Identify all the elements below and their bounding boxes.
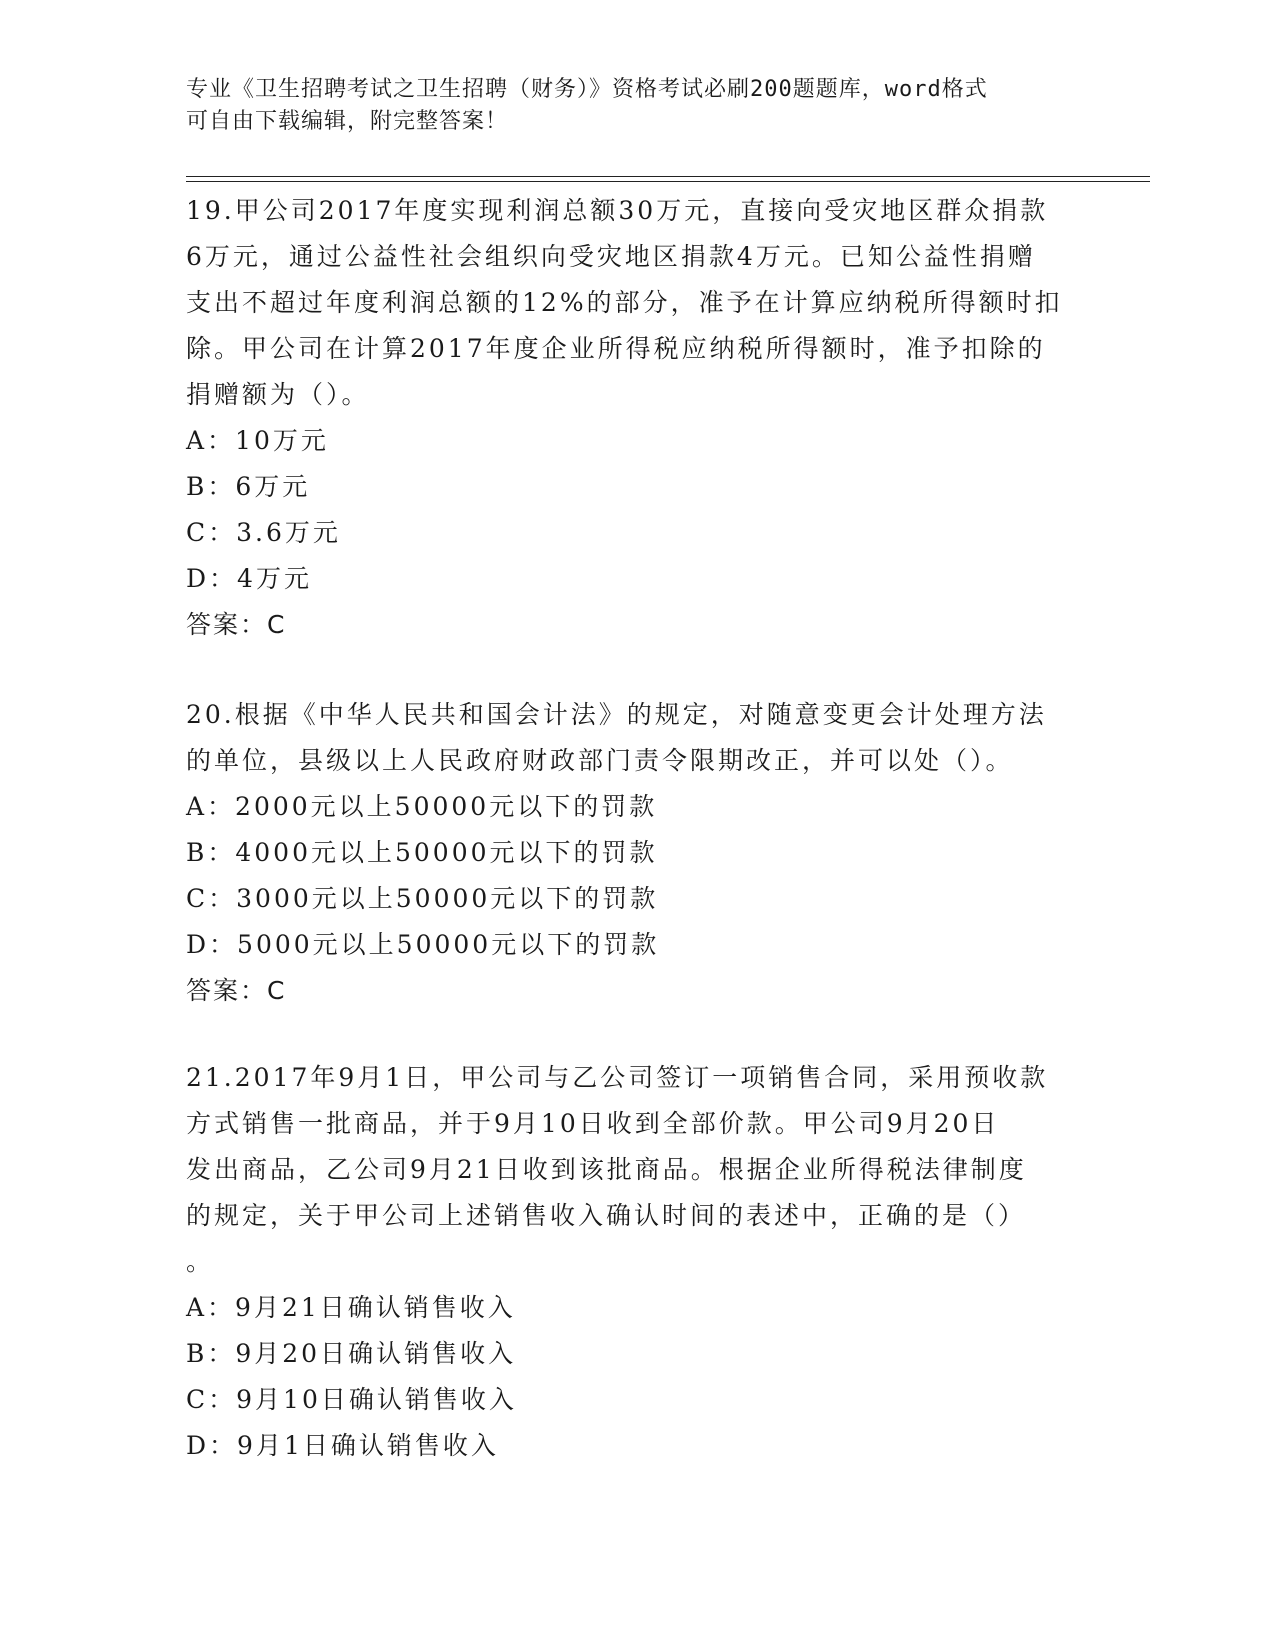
question-stem-line: 21.2017年9月1日，甲公司与乙公司签订一项销售合同，采用预收款 <box>186 1063 1049 1092</box>
option-a: A：10万元 <box>186 426 329 455</box>
question-stem-line: 。 <box>186 1247 215 1276</box>
question-stem-line: 方式销售一批商品，并于9月10日收到全部价款。甲公司9月20日 <box>186 1109 1000 1138</box>
question-stem-line: 19.甲公司2017年度实现利润总额30万元，直接向受灾地区群众捐款 <box>186 196 1049 225</box>
question-stem-line: 的单位，县级以上人民政府财政部门责令限期改正，并可以处（）。 <box>186 746 1014 775</box>
document-header <box>186 74 1066 138</box>
option-c: C：3000元以上50000元以下的罚款 <box>186 884 659 913</box>
option-b: B：9月20日确认销售收入 <box>186 1339 517 1368</box>
option-d: D：9月1日确认销售收入 <box>186 1431 499 1460</box>
option-a: A：9月21日确认销售收入 <box>186 1293 516 1322</box>
option-d: D：4万元 <box>186 564 312 593</box>
answer-label: 答案：C <box>186 610 287 639</box>
question-stem-line: 6万元，通过公益性社会组织向受灾地区捐款4万元。已知公益性捐赠 <box>186 242 1036 271</box>
question-stem-line: 20.根据《中华人民共和国会计法》的规定，对随意变更会计处理方法 <box>186 700 1047 729</box>
question-stem-line: 除。甲公司在计算2017年度企业所得税应纳税所得额时，准予扣除的 <box>186 334 1046 363</box>
option-b: B：4000元以上50000元以下的罚款 <box>186 838 658 867</box>
question-stem-line: 支出不超过年度利润总额的12%的部分，准予在计算应纳税所得额时扣 <box>186 288 1063 317</box>
option-c: C：9月10日确认销售收入 <box>186 1385 517 1414</box>
option-c: C：3.6万元 <box>186 518 341 547</box>
question-stem-line: 捐赠额为（）。 <box>186 380 370 409</box>
header-divider <box>186 181 1150 182</box>
question-stem-line: 发出商品，乙公司9月21日收到该批商品。根据企业所得税法律制度 <box>186 1155 1027 1184</box>
option-a: A：2000元以上50000元以下的罚款 <box>186 792 658 821</box>
header-divider <box>186 176 1150 177</box>
answer-label: 答案：C <box>186 976 287 1005</box>
header-line: 专业《卫生招聘考试之卫生招聘（财务）》资格考试必刷200题题库，word格式 <box>186 77 988 102</box>
option-b: B：6万元 <box>186 472 311 501</box>
question-stem-line: 的规定，关于甲公司上述销售收入确认时间的表述中，正确的是（） <box>186 1201 1027 1230</box>
header-line: 可自由下载编辑，附完整答案！ <box>186 109 509 134</box>
question-19 <box>186 188 1086 648</box>
question-20 <box>186 692 1086 1014</box>
option-d: D：5000元以上50000元以下的罚款 <box>186 930 660 959</box>
question-21 <box>186 1055 1086 1469</box>
